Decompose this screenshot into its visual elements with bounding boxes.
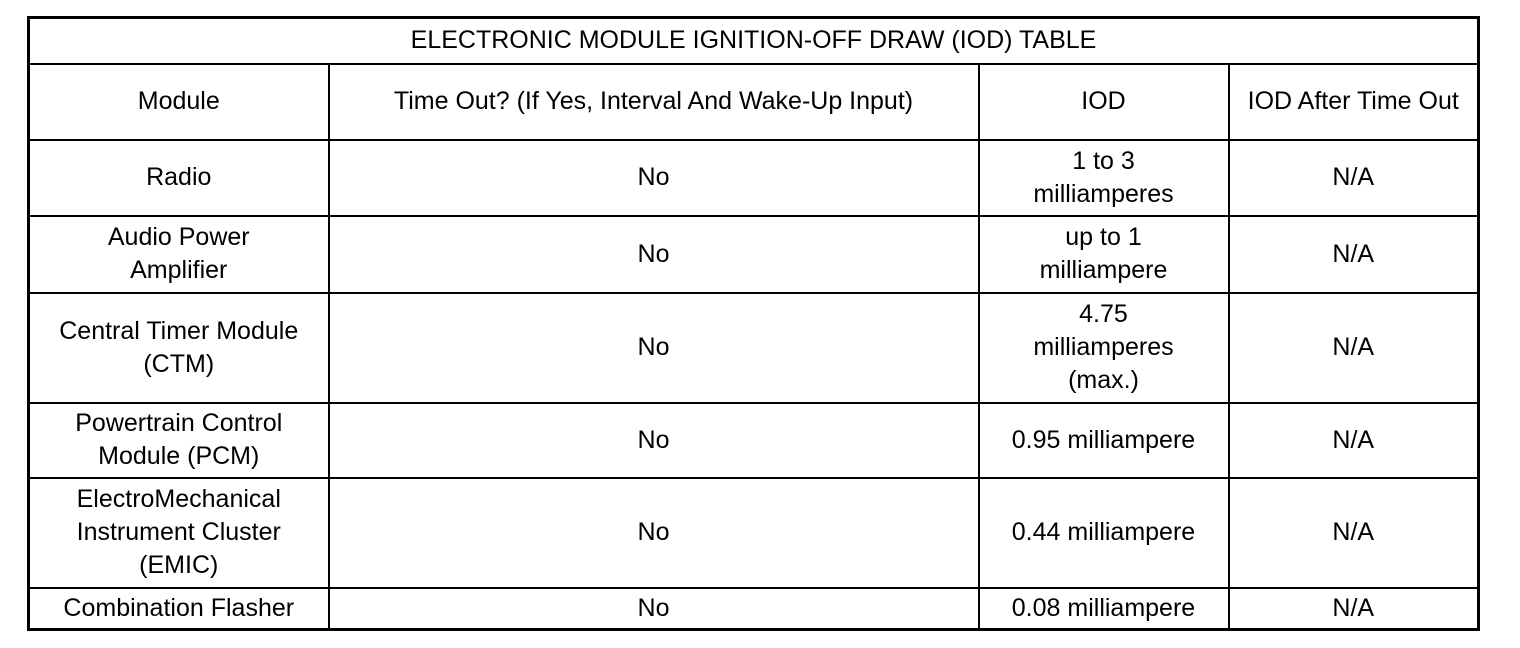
cell-iod [979, 403, 1229, 478]
cell-iod [979, 293, 1229, 403]
iod-line: (max.) [1068, 366, 1139, 394]
cell-module [29, 293, 329, 403]
header-iod-after-time-out [1229, 64, 1479, 140]
iod-line: up to 1 [1065, 223, 1142, 251]
cell-module [29, 140, 329, 216]
table-row [29, 293, 1479, 403]
cell-iod [979, 478, 1229, 588]
cell-iod-after: N/A [1229, 140, 1479, 216]
cell-iod-after: N/A [1229, 293, 1479, 403]
module-line: Central Timer Module [59, 316, 299, 345]
module-line: ElectroMechanical [76, 485, 281, 513]
header-iod-line: IOD [1081, 87, 1126, 115]
table-row [29, 588, 1479, 630]
iod-line: 4.75 [1079, 300, 1128, 328]
module-line: Powertrain Control [75, 409, 283, 437]
cell-timeout: No [329, 588, 979, 630]
table-title: ELECTRONIC MODULE IGNITION-OFF DRAW (IOD) TABLE [29, 18, 1479, 64]
iod-line: 0.95 milliampere [1011, 425, 1196, 454]
cell-iod-after: N/A [1229, 403, 1479, 478]
module-line: (EMIC) [139, 551, 219, 579]
table-row [29, 478, 1479, 588]
cell-iod-after: N/A [1229, 216, 1479, 293]
header-iod-after-line: IOD After Time [1247, 87, 1412, 115]
cell-module [29, 588, 329, 630]
cell-module [29, 403, 329, 478]
header-time-out-line: Time Out? [393, 87, 510, 115]
table-row [29, 403, 1479, 478]
cell-iod [979, 588, 1229, 630]
module-line: (CTM) [143, 349, 215, 378]
module-line: Amplifier [130, 256, 228, 284]
cell-timeout: No [329, 403, 979, 478]
header-module [29, 64, 329, 140]
table-row [29, 216, 1479, 293]
cell-iod-after: N/A [1229, 588, 1479, 630]
iod-table [27, 16, 1480, 631]
module-line: Audio Power [107, 223, 250, 251]
cell-module [29, 478, 329, 588]
table-header-row [29, 64, 1479, 140]
cell-timeout: No [329, 216, 979, 293]
cell-timeout: No [329, 293, 979, 403]
module-line: Module (PCM) [98, 442, 260, 470]
module-line: Radio [146, 163, 212, 191]
header-iod-after-line: Out [1418, 87, 1459, 115]
iod-line: milliampere [1039, 256, 1168, 284]
table-row [29, 140, 1479, 216]
iod-line: 0.44 milliampere [1011, 518, 1196, 546]
module-line: Combination Flasher [63, 593, 295, 622]
cell-timeout: No [329, 140, 979, 216]
header-time-out-line: (If Yes, Interval And Wake-Up Input) [516, 87, 914, 115]
header-time-out [329, 64, 979, 140]
cell-iod-after: N/A [1229, 478, 1479, 588]
cell-iod [979, 216, 1229, 293]
module-line: Instrument Cluster [76, 518, 281, 546]
iod-line: 1 to 3 [1072, 146, 1135, 175]
iod-line: 0.08 milliampere [1011, 593, 1196, 622]
cell-module [29, 216, 329, 293]
cell-timeout: No [329, 478, 979, 588]
iod-line: milliamperes [1033, 333, 1174, 361]
iod-line: milliamperes [1033, 179, 1174, 208]
cell-iod [979, 140, 1229, 216]
header-iod [979, 64, 1229, 140]
table-title-row [29, 18, 1479, 64]
header-module-line: Module [137, 87, 220, 115]
